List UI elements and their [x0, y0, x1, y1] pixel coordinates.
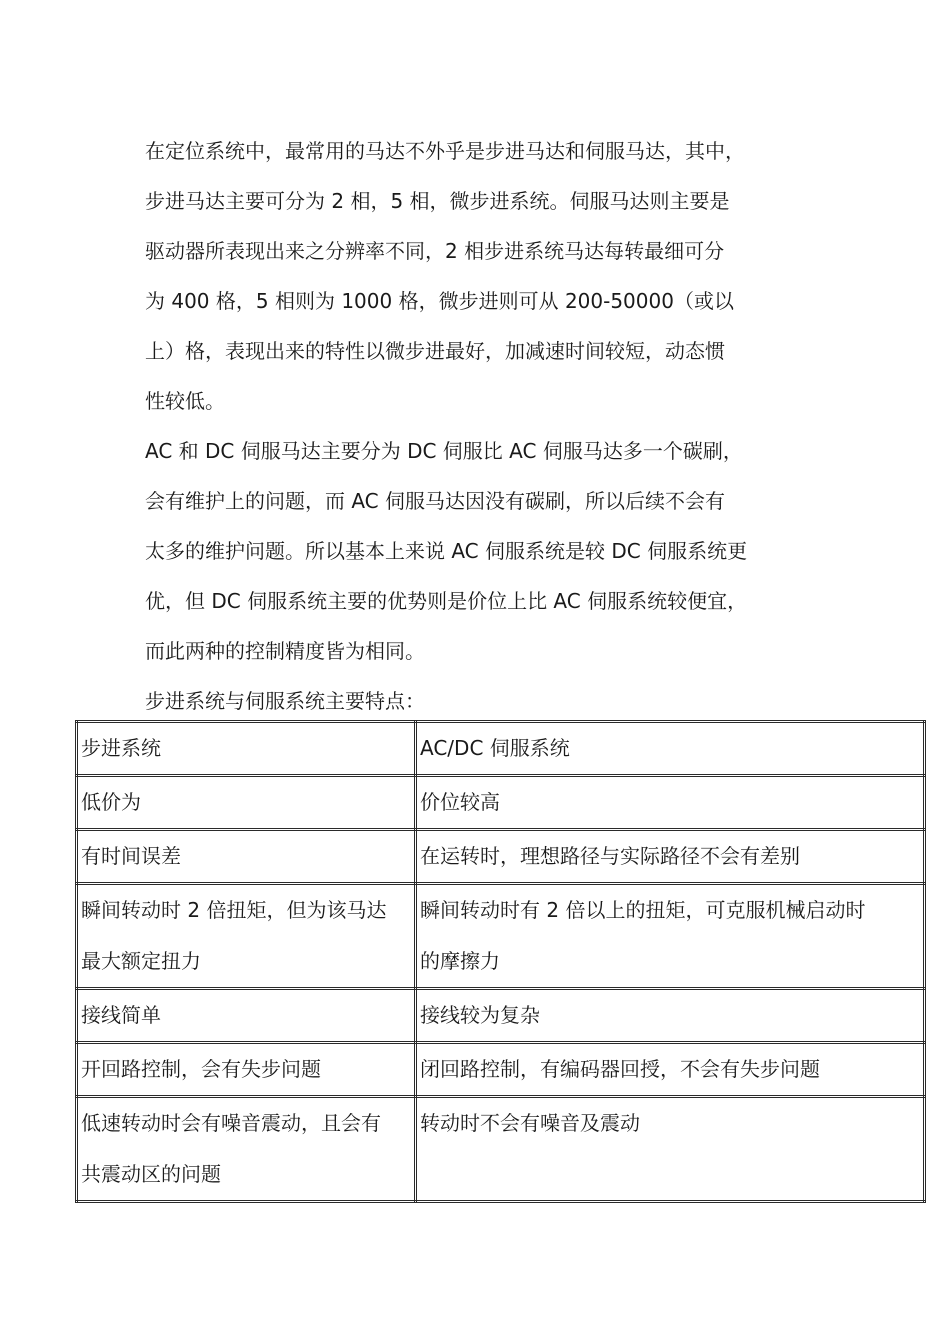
- table-cell-servo: [416, 884, 925, 989]
- table-cell-stepper: [77, 776, 416, 830]
- text-line: 驱动器所表现出来之分辨率不同，2 相步进系统马达每转最细可分: [145, 239, 725, 263]
- comparison-table: [75, 720, 926, 1203]
- table-cell-stepper: [77, 884, 416, 989]
- text-line: 优，但 DC 伺服系统主要的优势则是价位上比 AC 伺服系统较便宜，: [145, 589, 748, 613]
- table-header-row: [77, 722, 925, 776]
- cell-text: 有时间误差: [81, 844, 181, 868]
- table-row: [77, 776, 925, 830]
- cell-text: 闭回路控制，有编码器回授，不会有失步问题: [420, 1057, 821, 1081]
- header-cell-stepper: [77, 722, 416, 776]
- cell-text: 接线简单: [81, 1003, 161, 1027]
- cell-text: 最大额定扭力: [81, 949, 201, 973]
- table-cell-servo: [416, 830, 925, 884]
- table-row: [77, 1043, 925, 1097]
- cell-text: 低价为: [81, 790, 141, 814]
- cell-text: AC/DC 伺服系统: [420, 736, 570, 760]
- cell-text: 瞬间转动时有 2 倍以上的扭矩，可克服机械启动时: [420, 898, 866, 922]
- cell-text: 价位较高: [420, 790, 501, 814]
- text-line: 会有维护上的问题，而 AC 伺服马达因没有碳刷，所以后续不会有: [145, 489, 726, 513]
- table-cell-servo: [416, 1043, 925, 1097]
- cell-text: 接线较为复杂: [420, 1003, 541, 1027]
- text-line: 在定位系统中，最常用的马达不外乎是步进马达和伺服马达，其中，: [145, 139, 745, 163]
- body-text: [145, 126, 815, 726]
- cell-text: 转动时不会有噪音及震动: [420, 1111, 641, 1135]
- cell-text: 瞬间转动时 2 倍扭矩，但为该马达: [81, 898, 387, 922]
- text-line: 太多的维护问题。所以基本上来说 AC 伺服系统是较 DC 伺服系统更: [145, 539, 748, 563]
- text-line: 上）格，表现出来的特性以微步进最好，加减速时间较短，动态惯: [145, 339, 725, 363]
- text-line: 而此两种的控制精度皆为相同。: [145, 639, 425, 663]
- cell-text: 的摩擦力: [420, 949, 501, 973]
- table-cell-servo: [416, 1097, 925, 1202]
- table-cell-stepper: [77, 989, 416, 1043]
- text-line: 性较低。: [145, 389, 225, 413]
- cell-text: 开回路控制，会有失步问题: [81, 1057, 321, 1081]
- cell-text: 步进系统: [81, 736, 161, 760]
- header-cell-servo: [416, 722, 925, 776]
- text-line: AC 和 DC 伺服马达主要分为 DC 伺服比 AC 伺服马达多一个碳刷，: [145, 439, 743, 463]
- cell-text: 在运转时，理想路径与实际路径不会有差别: [420, 844, 801, 868]
- text-line: 步进马达主要可分为 2 相，5 相，微步进系统。伺服马达则主要是: [145, 189, 730, 213]
- table-row: [77, 884, 925, 989]
- cell-text: 共震动区的问题: [81, 1162, 221, 1186]
- text-line: 为 400 格，5 相则为 1000 格，微步进则可从 200-50000（或以: [145, 289, 734, 313]
- table-cell-servo: [416, 776, 925, 830]
- table-cell-stepper: [77, 1097, 416, 1202]
- table-caption: 步进系统与伺服系统主要特点：: [145, 689, 425, 713]
- table-cell-servo: [416, 989, 925, 1043]
- table-cell-stepper: [77, 830, 416, 884]
- table-row: [77, 989, 925, 1043]
- table-row: [77, 1097, 925, 1202]
- cell-text: 低速转动时会有噪音震动，且会有: [81, 1111, 381, 1135]
- table-cell-stepper: [77, 1043, 416, 1097]
- table-row: [77, 830, 925, 884]
